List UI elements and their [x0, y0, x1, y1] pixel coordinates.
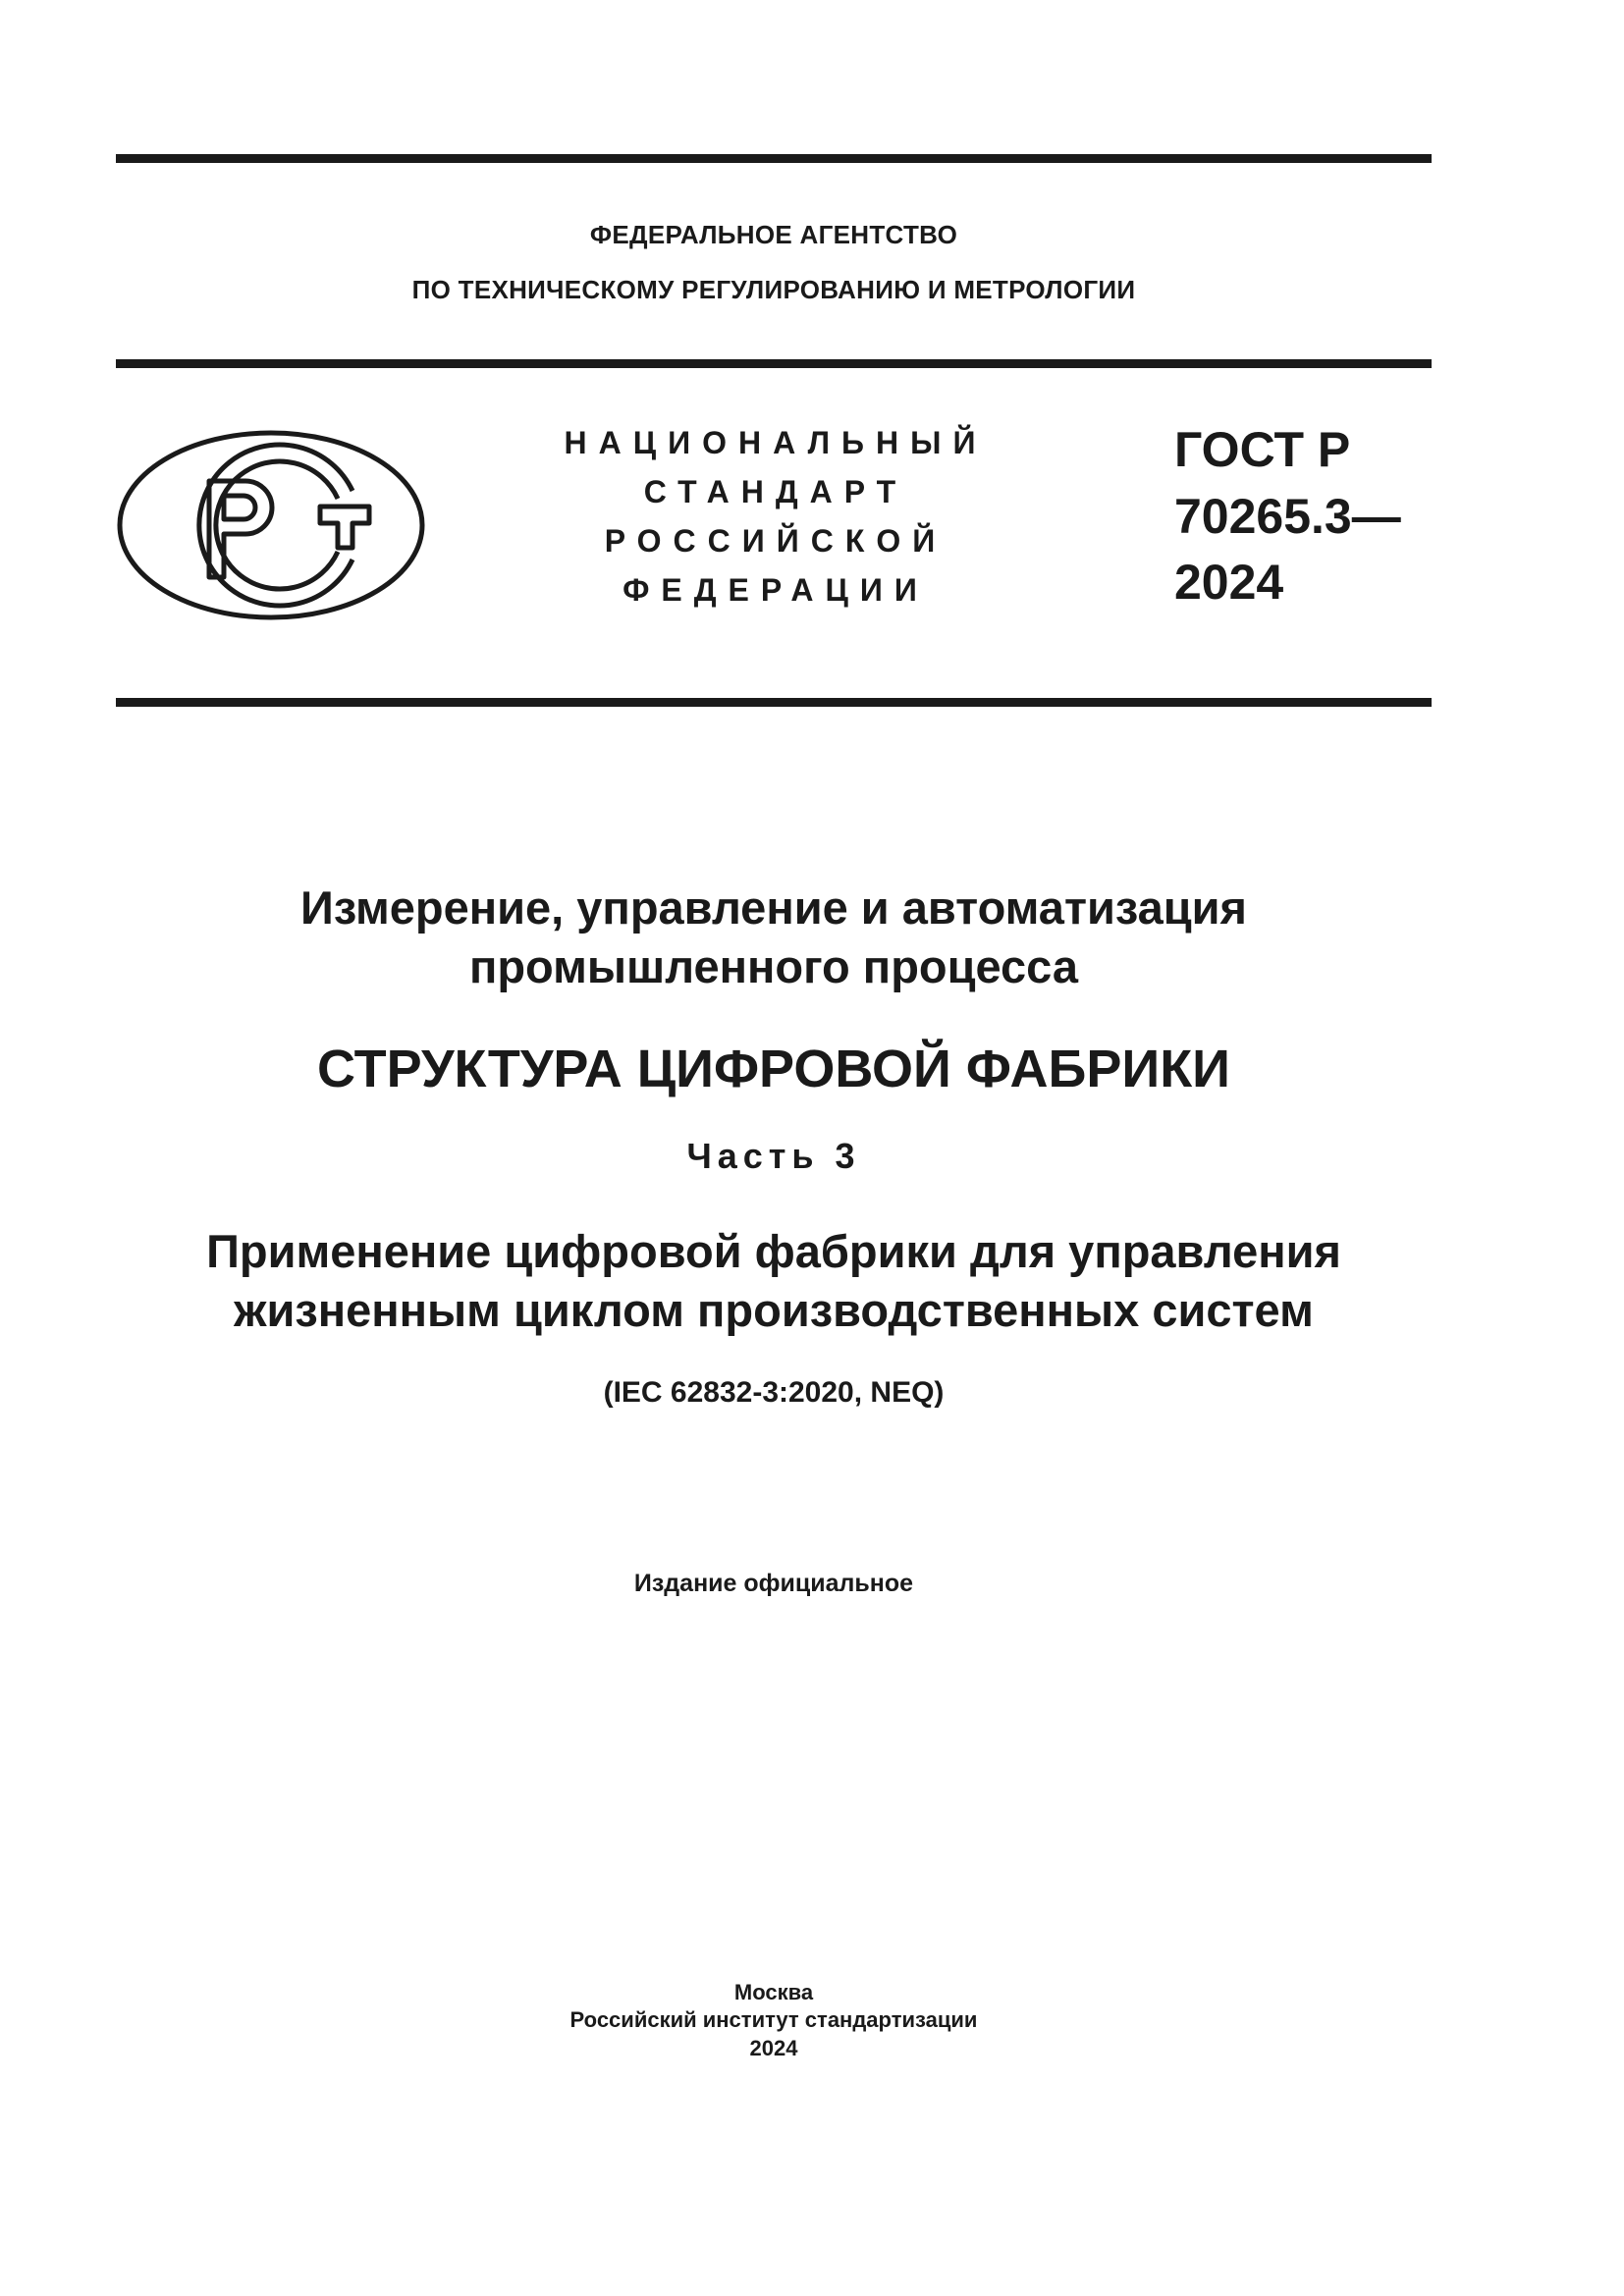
title-line1: Измерение, управление и автоматизация: [300, 881, 1247, 934]
national-standard-line3: РОССИЙСКОЙ: [604, 523, 947, 559]
top-rule: [116, 154, 1432, 163]
title-line2: промышленного процесса: [468, 940, 1079, 992]
imprint-publisher: Российский институт стандартизации: [569, 2007, 978, 2032]
national-standard-line4: ФЕДЕРАЦИИ: [623, 572, 929, 608]
edition-label: Издание официальное: [633, 1570, 914, 1597]
standard-designation-number: 70265.3—: [1174, 489, 1401, 544]
standard-designation-prefix: ГОСТ Р: [1174, 422, 1351, 477]
part-label: Часть 3: [686, 1136, 861, 1176]
header-bottom-rule: [116, 698, 1432, 707]
iec-reference: (IEC 62832-3:2020, NEQ): [603, 1376, 945, 1409]
standard-designation-year: 2024: [1174, 555, 1284, 610]
agency-name-line1: ФЕДЕРАЛЬНОЕ АГЕНТСТВО: [589, 220, 958, 249]
imprint-city: Москва: [733, 1980, 814, 2004]
national-standard-line2: СТАНДАРТ: [643, 474, 908, 509]
imprint-year: 2024: [749, 2036, 798, 2060]
main-title: СТРУКТУРА ЦИФРОВОЙ ФАБРИКИ: [317, 1040, 1230, 1098]
national-standard-line1: НАЦИОНАЛЬНЫЙ: [564, 425, 988, 460]
agency-name-line2: ПО ТЕХНИЧЕСКОМУ РЕГУЛИРОВАНИЮ И МЕТРОЛОГИИ: [411, 275, 1136, 304]
subtitle-line1: Применение цифровой фабрики для управления: [206, 1225, 1341, 1277]
header-rule: [116, 359, 1432, 368]
subtitle-line2: жизненным циклом производственных систем: [234, 1284, 1314, 1336]
rst-certification-mark-icon: [116, 428, 426, 622]
